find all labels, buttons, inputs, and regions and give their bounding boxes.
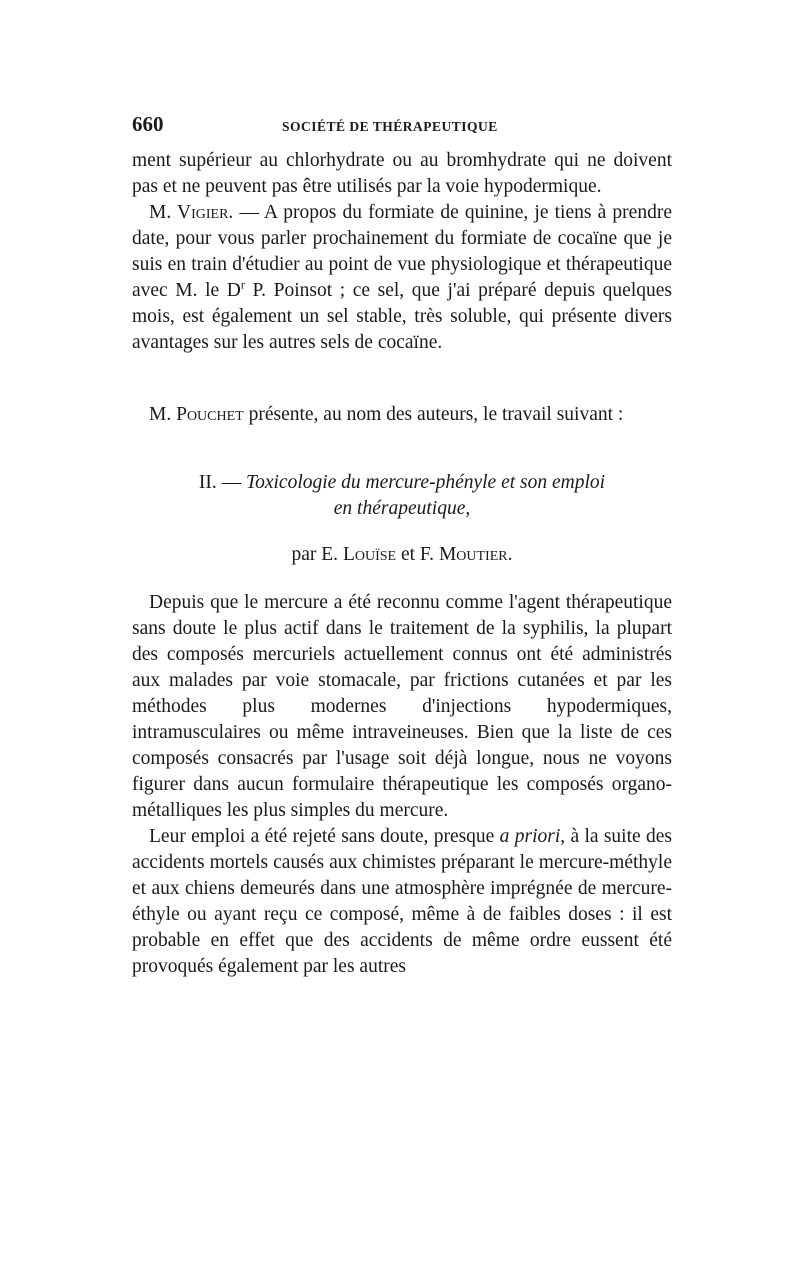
author-prefix: par E. <box>291 544 343 565</box>
paragraph-usage <box>132 824 672 980</box>
section-title-line1: Toxicologie du mercure-phényle et son emploi <box>246 472 606 493</box>
italic-phrase: a priori <box>499 826 561 847</box>
author-name-1: Louïse <box>342 544 397 565</box>
paragraph-vigier <box>132 200 672 356</box>
speaker-name: Pouchet <box>176 404 244 425</box>
paragraph-text: P. Poinsot ; ce sel, que j'ai préparé depuis quelques mois, est également un sel stable, très soluble, qui présente divers avantages sur les autres sels de cocaïne. <box>132 280 672 353</box>
paragraph-intro <box>132 590 672 824</box>
section-title <box>132 470 672 522</box>
paragraph-text: , à la suite des accidents mortels causés aux chimistes préparant le mercure-méthyle et aux chiens demeurés dans une atmosphère imprégnée de mercure-éthyle ou ayant reçu ce composé, même à de faibles doses : il est probable en effet que des accidents de même ordre eussent été provoqués également par les autres <box>132 826 672 977</box>
speaker-name: M. Vigier. <box>149 202 234 223</box>
paragraph-text: Depuis que le mercure a été reconnu comme l'agent thérapeutique sans doute le plus actif dans le traitement de la syphilis, la plupart des composés mercuriels actuellement connus ont été administrés aux malades par voie stomacale, par frictions cutanées et par les méthodes plus modernes d'injections hypodermiques, intramusculaires ou même intraveineuses. Bien que la liste de ces composés consacrés par l'usage soit déjà longue, nous ne voyons figurer dans aucun formulaire thérapeutique les composés organo-métalliques les plus simples du mercure. <box>132 592 672 821</box>
section-number: II. — <box>198 472 247 493</box>
author-separator: et F. <box>396 544 439 565</box>
author-line <box>132 542 672 568</box>
page-header <box>132 112 672 142</box>
paragraph-text: Leur emploi a été rejeté sans doute, presque <box>149 826 500 847</box>
paragraph-text: — A propos du formiate de quinine, je tiens à prendre date, pour vous parler prochainement du formiate de cocaïne que je suis en train d'étudier au point de vue physiologique et thérapeutique avec M. le D <box>132 202 672 301</box>
author-name-2: Moutier. <box>438 544 513 565</box>
running-head: SOCIÉTÉ DE THÉRAPEUTIQUE <box>282 119 498 134</box>
paragraph-pouchet <box>132 402 672 428</box>
speaker-prefix: M. <box>149 404 177 425</box>
paragraph-text: présente, au nom des auteurs, le travail suivant : <box>243 404 624 425</box>
paragraph-text: ment supérieur au chlorhydrate ou au bromhydrate qui ne doivent pas et ne peuvent pas être utilisés par la voie hypodermique. <box>132 150 672 197</box>
page-number: 660 <box>132 112 164 136</box>
section-title-line2: en thérapeutique, <box>333 498 471 519</box>
superscript: r <box>240 277 245 292</box>
paragraph-continuation <box>132 148 672 200</box>
document-page <box>132 112 672 980</box>
